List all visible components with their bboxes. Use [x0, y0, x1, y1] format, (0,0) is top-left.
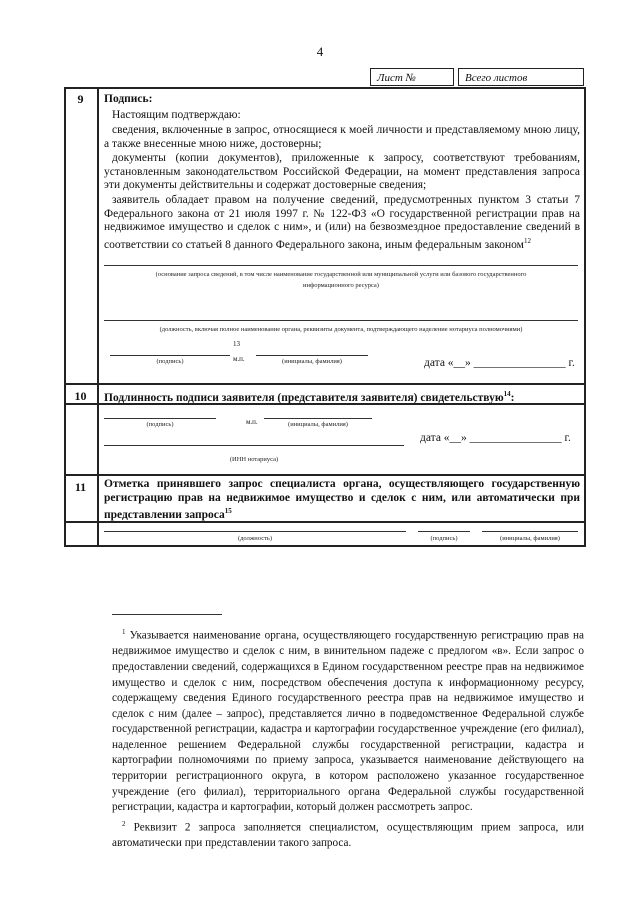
confirm-paragraph-3: заявитель обладает правом на получение сведений, предусмотренных пунктом 3 статьи 7 Федерального закона от 21 июля 1997 г. № 122-ФЗ «О государственной регистрации прав на недвижимое имущество и сделок с ним», и (или) на безвозмездное предоставление сведений в соответствии со статьей 8 данного Федерального закона, иным федеральным законом$^{12}$ [104, 194, 580, 251]
row-number-11: 11 [74, 480, 87, 494]
footnote-separator [112, 614, 222, 615]
row-divider [64, 383, 586, 385]
basis-caption-2: информационного ресурса) [303, 282, 379, 289]
footnote-2: $^2$ Реквизит 2 запроса заполняется специалистом, осуществляющим прием запроса, или автоматически при представлении такого запроса. [112, 820, 585, 850]
stamp-mark: м.п. [233, 355, 245, 363]
authenticity-section-title: Подлинность подписи заявителя (представителя заявителя) свидетельствую$^{14}$: [104, 390, 515, 404]
footnote-ref-12: 12 [523, 236, 531, 245]
position-caption: (должность, включая полное наименование органа, реквизиты документа, подтверждающего наделение нотариуса полномочиями) [159, 326, 523, 333]
signature-caption: (подпись) [156, 358, 184, 365]
notary-initials-caption: (инициалы, фамилия) [288, 421, 348, 428]
confirm-paragraph-1: сведения, включенные в запрос, относящиеся к моей личности и представляемому мною лицу, а также внесенные мною ниже, достоверны; [104, 124, 580, 150]
basis-caption-1: (основание запроса сведений, в том числе наименование государственной или муниципальной услуги или базового государственного [155, 271, 527, 278]
sheet-number-field[interactable]: Лист № [370, 68, 454, 86]
basis-input-line[interactable] [104, 265, 578, 266]
confirm-intro: Настоящим подтверждаю: [112, 109, 241, 121]
notary-initials-line[interactable] [264, 418, 372, 419]
receiver-signature-line[interactable] [418, 531, 470, 532]
row-number-9: 9 [77, 92, 84, 106]
footnote-ref-15: 15 [224, 507, 232, 515]
signature-section-title: Подпись: [104, 93, 153, 105]
notary-signature-line[interactable] [104, 418, 216, 419]
row-number-10: 10 [74, 389, 87, 403]
date-field[interactable]: дата «__» ________________ г. [424, 357, 575, 369]
receiver-initials-line[interactable] [482, 531, 578, 532]
position-input-line[interactable] [104, 320, 578, 321]
column-divider [97, 87, 99, 547]
page-number: 4 [316, 44, 324, 59]
notary-signature-caption: (подпись) [146, 421, 174, 428]
notary-date-field[interactable]: дата «__» ________________ г. [420, 432, 571, 444]
confirm-paragraph-2: документы (копии документов), приложенные к запросу, соответствуют требованиям, установленным законодательством Российской Федерации, на момент представления запроса эти документы действительны и содержат достоверные сведения; [104, 152, 580, 191]
receiver-signature-caption: (подпись) [430, 535, 458, 542]
notary-inn-line[interactable] [104, 445, 404, 446]
receiver-position-line[interactable] [104, 531, 406, 532]
initials-caption: (инициалы, фамилия) [282, 358, 342, 365]
notary-inn-caption: (ИНН нотариуса) [229, 456, 279, 463]
signature-line[interactable] [110, 355, 230, 356]
footnote-ref-14: 14 [503, 390, 511, 398]
receiver-section-title: Отметка принявшего запрос специалиста органа, осуществляющего государственную регистрацию прав на недвижимое имущество и сделок с ним, или автоматически при представлении запроса$^{15}$ [104, 478, 580, 521]
total-sheets-field[interactable]: Всего листов [458, 68, 584, 86]
receiver-initials-caption: (инициалы, фамилия) [500, 535, 560, 542]
receiver-position-caption: (должность) [237, 535, 273, 542]
footnote-ref-13: 13 [233, 340, 240, 348]
footnote-1: $^1$ Указывается наименование органа, осуществляющего государственную регистрацию прав на недвижимое имущество и сделок с ним, в винительном падеже с предлогом «в». Если запрос о предоставлении сведений, содержащихся в Едином государственном реестре прав на недвижимое имущество и сделок с ним, посредством обеспечения доступа к информационному ресурсу, содержащему сведения Единого государственного реестра прав на недвижимое имущество и сделок с ним (далее – запрос), представляется лично в подведомственное Федеральной службе государственной регистрации, кадастра и картографии государственное учреждение (его филиал), наделенное решением Федеральной службы государственной регистрации, кадастра и картографии полномочиями по приему запроса, указывается наименование действующего на территории регистрационного округа, в котором расположено указанное государственное учреждение (его филиал), территориального органа Федеральной службы государственной регистрации, кадастра и картографии, который должен рассмотреть запрос. [112, 628, 584, 814]
notary-stamp-mark: м.п. [246, 418, 258, 426]
initials-line[interactable] [256, 355, 368, 356]
row-divider [64, 474, 586, 476]
